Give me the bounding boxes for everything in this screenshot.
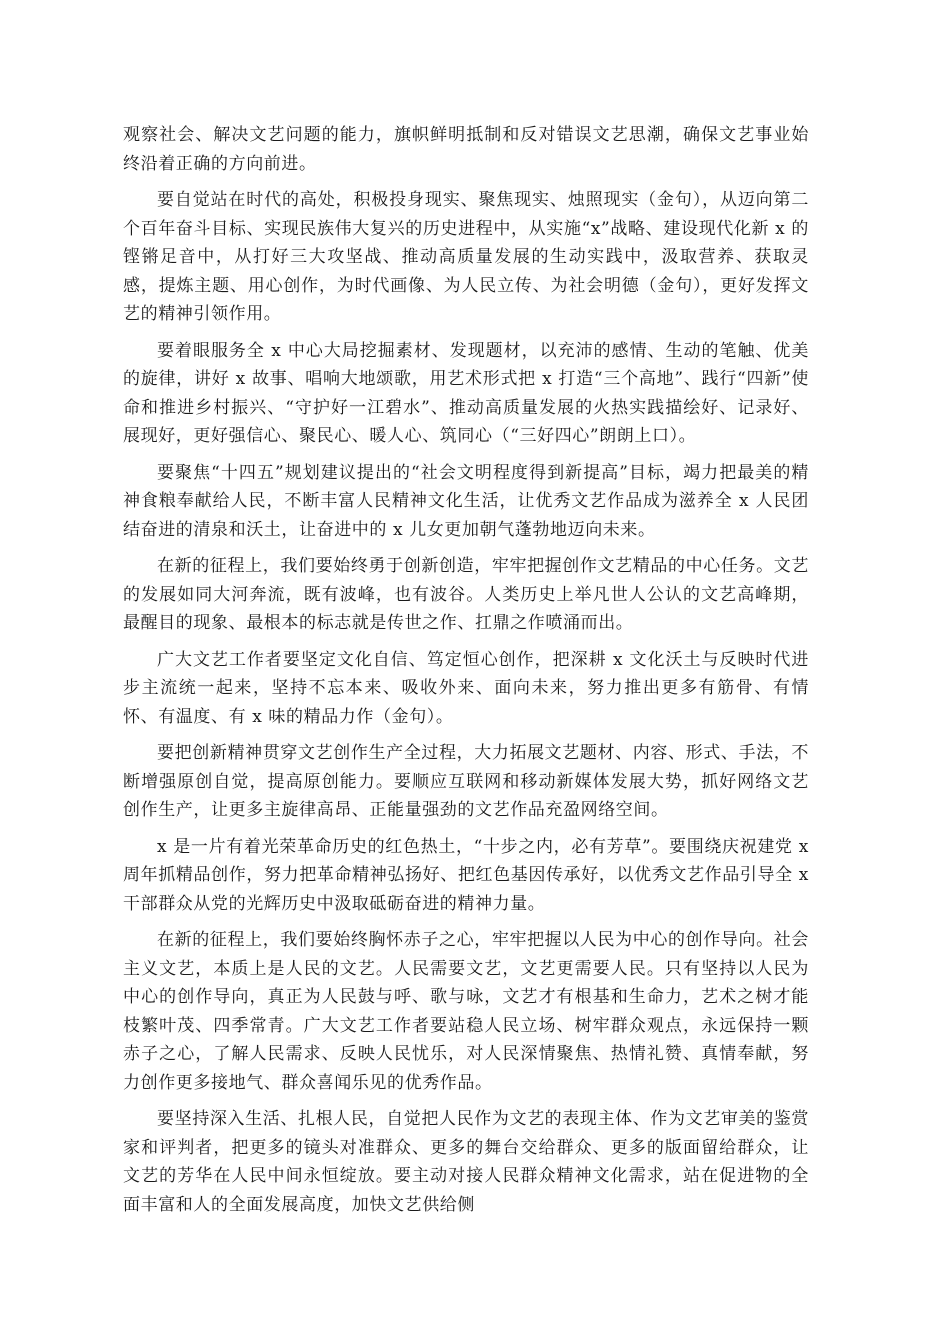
paragraph-10: 要坚持深入生活、扎根人民，自觉把人民作为文艺的表现主体、作为文艺审美的鉴赏家和评判者，把更多的镜头对准群众、更多的舞台交给群众、更多的版面留给群众，让文艺的芳华在人民中间永恒绽放。要主动对接人民群众精神文化需求，站在促进物的全面丰富和人的全面发展高度，加快文艺供给侧: [123, 1109, 809, 1215]
paragraph-2: 要自觉站在时代的高处，积极投身现实、聚焦现实、烛照现实（金句），从迈向第二个百年奋斗目标、实现民族伟大复兴的历史进程中，从实施“x”战略、建设现代化新 x 的铿锵足音中，从打好三大攻坚战、推动高质量发展的生动实践中，汲取营养、获取灵感，提炼主题、用心创作，为时代画像、为人民立传、为社会明德（金句），更好发挥文艺的精神引领作用。: [123, 190, 809, 324]
paragraph-5: 在新的征程上，我们要始终勇于创新创造，牢牢把握创作文艺精品的中心任务。文艺的发展如同大河奔流，既有波峰，也有波谷。人类历史上举凡世人公认的文艺高峰期，最醒目的现象、最根本的标志就是传世之作、扛鼎之作喷涌而出。: [123, 556, 809, 633]
paragraph-7: 要把创新精神贯穿文艺创作生产全过程，大力拓展文艺题材、内容、形式、手法，不断增强原创自觉，提高原创能力。要顺应互联网和移动新媒体发展大势，抓好网络文艺创作生产，让更多主旋律高昂、正能量强劲的文艺作品充盈网络空间。: [123, 743, 809, 820]
paragraph-6: 广大文艺工作者要坚定文化自信、笃定恒心创作，把深耕 x 文化沃土与反映时代进步主流统一起来，坚持不忘本来、吸收外来、面向未来，努力推出更多有筋骨、有情怀、有温度、有 x 味的精品力作（金句）。: [123, 649, 809, 727]
paragraph-4: 要聚焦“十四五”规划建议提出的“社会文明程度得到新提高”目标，竭力把最美的精神食粮奉献给人民，不断丰富人民精神文化生活，让优秀文艺作品成为滋养全 x 人民团结奋进的清泉和沃土，让奋进中的 x 儿女更加朝气蓬勃地迈向未来。: [123, 462, 809, 540]
paragraph-1: 观察社会、解决文艺问题的能力，旗帜鲜明抵制和反对错误文艺思潮，确保文艺事业始终沿着正确的方向前进。: [123, 125, 809, 174]
paragraph-3: 要着眼服务全 x 中心大局挖掘素材、发现题材，以充沛的感情、生动的笔触、优美的旋律，讲好 x 故事、唱响大地颂歌，用艺术形式把 x 打造“三个高地”、践行“四新”使命和推进乡村振兴、“守护好一江碧水”、推动高质量发展的火热实践描绘好、记录好、展现好，更好强信心、聚民心、暖人心、筑同心（“三好四心”朗朗上口）。: [123, 340, 809, 446]
paragraph-9: 在新的征程上，我们要始终胸怀赤子之心，牢牢把握以人民为中心的创作导向。社会主义文艺，本质上是人民的文艺。人民需要文艺，文艺更需要人民。只有坚持以人民为中心的创作导向，真正为人民鼓与呼、歌与咏，文艺才有根基和生命力，艺术之树才能枝繁叶茂、四季常青。广大文艺工作者要站稳人民立场、树牢群众观点，永远保持一颗赤子之心，了解人民需求、反映人民忧乐，对人民深情聚焦、热情礼赞、真情奉献，努力创作更多接地气、群众喜闻乐见的优秀作品。: [123, 930, 809, 1093]
document-body: [123, 121, 809, 1227]
paragraph-8: x 是一片有着光荣革命历史的红色热土，“十步之内，必有芳草”。要围绕庆祝建党 x 周年抓精品创作，努力把革命精神弘扬好、把红色基因传承好，以优秀文艺作品引导全 x 干部群众从党的光辉历史中汲取砥砺奋进的精神力量。: [123, 836, 809, 914]
